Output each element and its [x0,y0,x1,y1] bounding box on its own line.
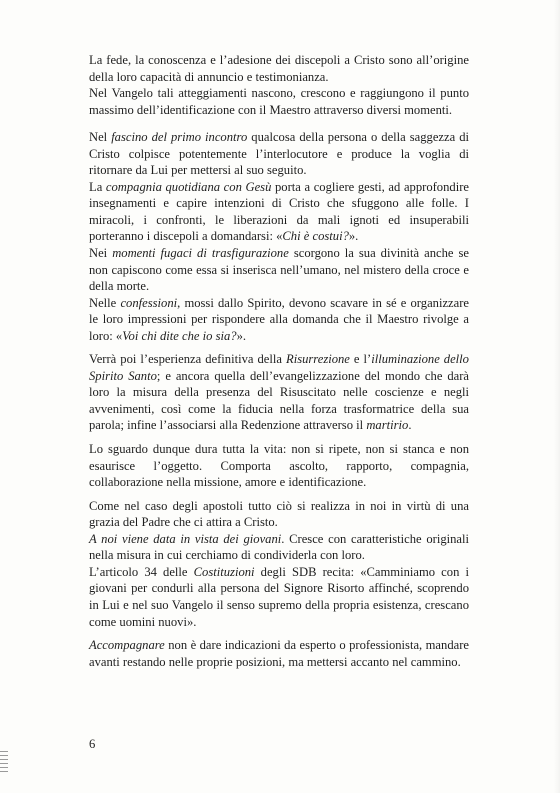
text-run: Nei [89,246,113,261]
paragraph [89,564,469,630]
italic-phrase: confessioni [120,295,178,310]
text-run: Nelle [89,295,121,310]
italic-phrase: Accompagnare [89,638,165,653]
paragraph [89,52,469,85]
paragraph [89,179,469,245]
text-run: , mossi dallo Spirito, devono scavare in sé e organizzare le loro impressioni per rispondere alla domanda che il Maestro rivolge a loro: « [89,295,470,343]
paragraph [89,295,469,345]
text-run: . Cresce con caratteristiche originali nella misura in cui cerchiamo di condividerla con loro. [89,531,470,563]
text-run: qualcosa della persona o della saggezza di Cristo colpisce potentemente l’interlocutore e produce la voglia di ritornare da Lui per mettersi al suo seguito. [89,130,469,178]
text-run: ». [236,328,247,343]
italic-phrase: momenti fugaci di trasfigurazione [112,246,289,261]
text-run: e l’ [349,352,372,367]
paragraph [89,531,469,564]
scan-edge-marks [0,751,8,779]
paragraph [89,245,469,295]
italic-phrase: illuminazione dello Spirito Santo [89,352,469,383]
text-run: La [89,179,106,194]
text-run: Come nel caso degli apostoli tutto ciò si realizza in noi in virtù di una grazia del Padre che ci attira a Cristo. [89,498,469,530]
italic-phrase: martirio [366,418,409,433]
italic-phrase: Costituzioni [193,564,255,579]
italic-phrase: fascino del primo incontro [111,130,248,145]
paragraph [89,351,469,434]
text-run: porta a cogliere gesti, ad approfondire insegnamenti e capire intenzioni di Cristo che sfuggono alle folle. I miracoli, i confronti, le liberazioni da mali ignoti ed insuperabili porteranno i discepoli a domandarsi: « [89,179,469,244]
text-run: non è dare indicazioni da esperto o professionista, mandare avanti restando nelle proprie posizioni, ma mettersi accanto nel cammino. [89,638,469,669]
body-text [89,52,469,670]
page-edge-shadow [554,0,560,793]
paragraph [89,129,469,179]
paragraph [89,85,469,118]
paragraph [89,637,469,670]
italic-phrase: A noi viene data in vista dei giovani [89,531,282,546]
text-run: La fede, la conoscenza e l’adesione dei discepoli a Cristo sono all’origine della loro capacità di annuncio e testimonianza. [89,53,469,84]
italic-phrase: Chi è costui? [282,229,349,244]
paragraph [89,498,469,531]
text-run: ; e ancora quella dell’evangelizzazione del mondo che darà loro la misura della presenza del Risuscitato nelle coscienze e negli avvenimenti, così come la fiducia nella forza trasformatrice della sua parola; infine l’associarsi alla Redenzione attraverso il [89,368,469,433]
text-run: scorgono la sua divinità anche se non capiscono come essa si inserisca nell’umano, nel mistero della croce e della morte. [89,246,469,294]
text-run: degli SDB recita: «Camminiamo con i giovani per condurli alla persona del Signore Risorto affinché, scoprendo in Lui e nel suo Vangelo il senso supremo della propria esistenza, crescano come uomini nuovi». [89,564,469,629]
text-run: L’articolo 34 delle [89,564,194,579]
italic-phrase: Voi chi dite che io sia? [122,328,237,343]
text-run: Nel [89,130,112,145]
text-run: . [408,418,412,433]
page-number: 6 [89,737,96,751]
text-run: ». [348,229,359,244]
text-run: Nel Vangelo tali atteggiamenti nascono, crescono e raggiungono il punto massimo dell’identificazione con il Maestro attraverso diversi momenti. [89,86,469,117]
text-run: Lo sguardo dunque dura tutta la vita: non si ripete, non si stanca e non esaurisce l’oggetto. Comporta ascolto, rapporto, compagnia, collaborazione nella missione, amore e identificazione. [89,442,469,490]
text-run: Verrà poi l’esperienza definitiva della [89,352,286,367]
paragraph [89,441,469,491]
italic-phrase: compagnia quotidiana con Gesù [105,179,272,194]
italic-phrase: Risurrezione [286,352,350,367]
